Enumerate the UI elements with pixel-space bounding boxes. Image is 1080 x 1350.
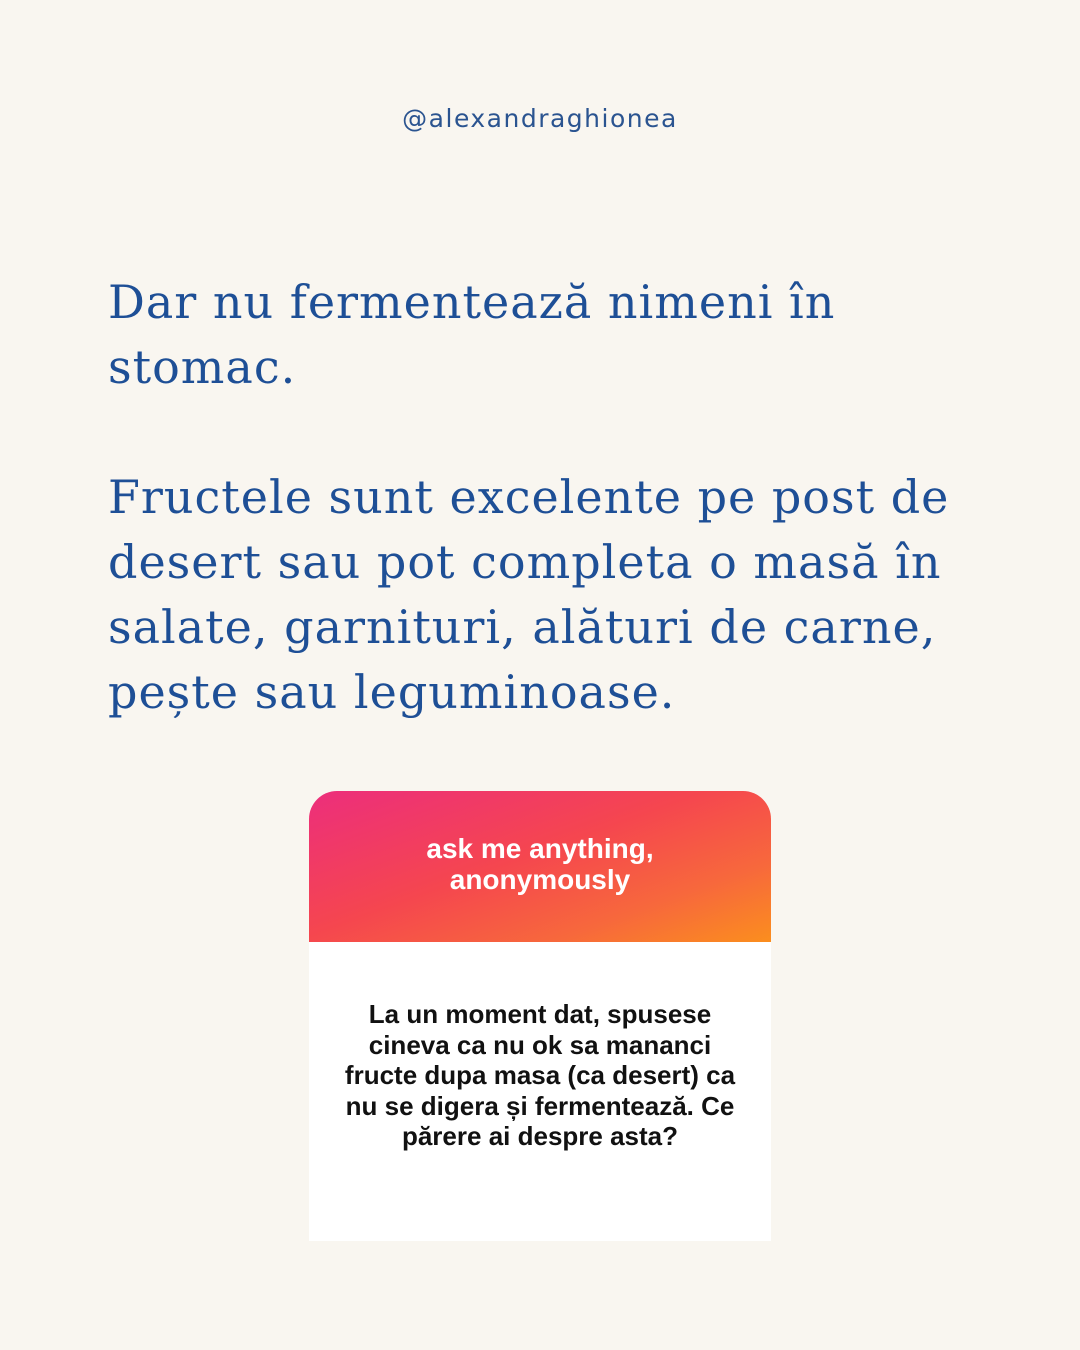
post-body-text (108, 270, 1008, 725)
question-sticker-title: ask me anything, anonymously (426, 833, 654, 895)
paragraph-2: Fructele sunt excelente pe post de desert sau pot completa o masă în salate, garnituri, alături de carne, pește sau leguminoase. (108, 470, 950, 719)
question-sticker-card (309, 791, 771, 1241)
paragraph-1: Dar nu fermentează nimeni în stomac. (108, 275, 836, 394)
account-handle: @alexandraghionea (402, 104, 678, 133)
question-sticker-header (309, 791, 771, 942)
question-text: La un moment dat, spusese cineva ca nu ok sa mananci fructe dupa masa (ca desert) ca nu se digera și fermentează. Ce părere ai despre asta? (344, 999, 736, 1151)
